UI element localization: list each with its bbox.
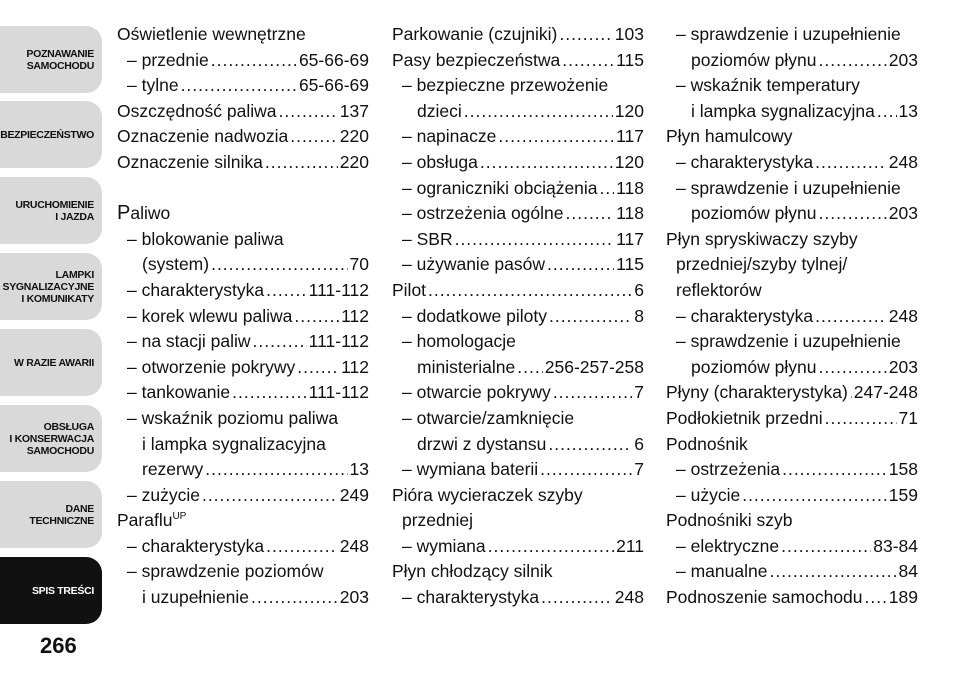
entry-text: poziomów płynu: [691, 356, 817, 377]
index-entry: [666, 585, 918, 611]
index-entry: [392, 176, 644, 202]
index-entry: [392, 124, 644, 150]
page-reference[interactable]: 211: [616, 535, 644, 556]
page-reference[interactable]: 117: [616, 228, 644, 249]
tab-uruchomienie-i-jazda[interactable]: URUCHOMIENIE I JAZDA: [0, 177, 102, 244]
dot-leader: [202, 483, 338, 509]
page-reference[interactable]: 7: [634, 382, 644, 403]
index-entry: [117, 329, 369, 355]
page-reference[interactable]: 256-257-258: [544, 356, 644, 377]
dot-leader: [818, 355, 886, 381]
tab-obsluga-i-konserwacja[interactable]: OBSŁUGA I KONSERWACJA SAMOCHODU: [0, 405, 102, 472]
entry-text: – użycie: [676, 484, 741, 505]
page-number: 266: [40, 633, 77, 658]
dot-leader: [547, 252, 614, 278]
page-reference[interactable]: 203: [339, 587, 369, 608]
index-column-3: [666, 22, 918, 611]
dot-leader: [181, 73, 297, 99]
index-entry: [117, 483, 369, 509]
page-reference[interactable]: 112: [341, 356, 369, 377]
page-reference[interactable]: 220: [339, 126, 369, 147]
dot-leader: [253, 329, 307, 355]
index-entry: [117, 48, 369, 74]
entry-text: – ograniczniki obciążenia: [402, 177, 598, 198]
page-reference[interactable]: 247-248: [853, 382, 918, 403]
index-entry: [666, 99, 918, 125]
index-entry: [392, 201, 644, 227]
dot-leader: [498, 124, 614, 150]
dot-leader: [769, 559, 896, 585]
entry-text: (system): [142, 254, 210, 275]
page-reference[interactable]: 203: [888, 356, 918, 377]
tab-lampki-sygnalizacyjne[interactable]: LAMPKI SYGNALIZACYJNE I KOMUNIKATY: [0, 253, 102, 320]
index-entry: [117, 304, 369, 330]
entry-text: Oznaczenie silnika: [117, 151, 263, 172]
index-entry: [392, 304, 644, 330]
page-reference[interactable]: 103: [614, 24, 644, 44]
index-entry: [117, 380, 369, 406]
page-reference[interactable]: 83-84: [873, 535, 918, 556]
page-reference[interactable]: 13: [349, 459, 369, 480]
entry-text: – tankowanie: [127, 382, 231, 403]
dot-leader: [294, 304, 339, 330]
page-reference[interactable]: 203: [888, 49, 918, 70]
index-entry: [117, 457, 369, 483]
dot-leader: [548, 432, 632, 458]
dot-leader: [782, 457, 887, 483]
index-entry: [392, 99, 644, 125]
dot-leader: [815, 150, 887, 176]
index-heading: i lampka sygnalizacyjna: [142, 433, 326, 454]
entry-text: – charakterystyka: [402, 587, 540, 608]
entry-text: – wymiana baterii: [402, 459, 539, 480]
tab-spis-tresci[interactable]: SPIS TREŚCI: [0, 557, 102, 624]
index-column-1: [117, 22, 369, 611]
entry-text: Pasy bezpieczeństwa: [392, 49, 561, 70]
dot-leader: [549, 304, 632, 330]
index-entry: [392, 48, 644, 74]
index-entry: [117, 124, 369, 150]
page-reference[interactable]: 117: [616, 126, 644, 147]
entry-text: – manualne: [676, 561, 768, 582]
index-entry: [117, 278, 369, 304]
index-heading: Płyn chłodzący silnik: [392, 561, 553, 582]
page-reference[interactable]: 248: [614, 587, 644, 608]
page-reference[interactable]: 159: [888, 484, 918, 505]
index-entry: [666, 48, 918, 74]
entry-text: – elektryczne: [676, 535, 780, 556]
index-entry: [392, 22, 644, 48]
entry-text: – charakterystyka: [127, 535, 265, 556]
index-heading: – otwarcie/zamknięcie: [402, 407, 575, 428]
tab-bezpieczenstwo[interactable]: BEZPIECZEŃSTWO: [0, 101, 102, 168]
index-entry: [392, 534, 644, 560]
index-entry: [666, 406, 918, 432]
dot-leader: [553, 380, 632, 406]
index-entry: [117, 99, 369, 125]
dot-leader: [464, 99, 613, 125]
entry-text: Podnoszenie samochodu: [666, 587, 863, 608]
dot-leader: [232, 380, 307, 406]
entry-text: – otwarcie pokrywy: [402, 382, 551, 403]
entry-text: – ostrzeżenia: [676, 459, 781, 480]
index-entry: [666, 559, 918, 585]
index-heading: – wskaźnik temperatury: [676, 75, 860, 96]
dot-leader: [290, 124, 338, 150]
index-entry: [666, 483, 918, 509]
entry-text: – charakterystyka: [676, 305, 814, 326]
index-entry: [117, 150, 369, 176]
superscript: UP: [172, 511, 187, 523]
index-entry: [392, 457, 644, 483]
index-heading: – sprawdzenie poziomów: [127, 561, 324, 582]
dot-leader: [517, 355, 543, 381]
index-heading: Podnośnik: [666, 433, 748, 454]
index-column-2: [392, 22, 644, 611]
entry-text: drzwi z dystansu: [417, 433, 547, 454]
page-reference[interactable]: 70: [349, 254, 369, 275]
index-heading: przedniej: [402, 510, 474, 531]
page-reference[interactable]: 118: [616, 203, 644, 224]
section-letter: P: [117, 202, 131, 225]
dot-leader: [211, 252, 347, 278]
entry-text: i lampka sygnalizacyjna: [691, 100, 875, 121]
entry-text: – zużycie: [127, 484, 200, 505]
index-entry: [392, 278, 644, 304]
dot-leader: [455, 227, 615, 253]
dot-leader: [877, 99, 897, 125]
page-reference[interactable]: 111-112: [308, 382, 369, 403]
page-reference[interactable]: 249: [339, 484, 369, 505]
entry-text: poziomów płynu: [691, 49, 817, 70]
entry-text: Parkowanie (czujniki): [392, 24, 558, 44]
entry-text: Oznaczenie nadwozia: [117, 126, 289, 147]
index-entry: [117, 355, 369, 381]
index-heading: – homologacje: [402, 331, 516, 352]
dot-leader: [480, 150, 613, 176]
entry-text: – na stacji paliw: [127, 331, 251, 352]
index-heading: reflektorów: [676, 279, 762, 300]
entry-text: – używanie pasów: [402, 254, 545, 275]
index-entry: [392, 150, 644, 176]
page-reference[interactable]: 112: [341, 305, 369, 326]
page-reference[interactable]: 115: [616, 49, 644, 70]
index-heading: Oświetlenie wewnętrzne: [117, 24, 306, 44]
page-reference[interactable]: 203: [888, 203, 918, 224]
page-reference[interactable]: 118: [616, 177, 644, 198]
heading-text: aliwo: [130, 203, 171, 224]
page-reference[interactable]: 65-66-69: [298, 49, 369, 70]
entry-text: Oszczędność paliwa: [117, 100, 277, 121]
page-reference[interactable]: 6: [634, 279, 644, 300]
index-heading: – sprawdzenie i uzupełnienie: [676, 24, 901, 44]
entry-text: – wymiana: [402, 535, 486, 556]
entry-text: – charakterystyka: [676, 151, 814, 172]
dot-leader: [266, 534, 338, 560]
tab-dane-techniczne[interactable]: DANE TECHNICZNE: [0, 481, 102, 548]
dot-leader: [211, 48, 297, 74]
entry-text: ministerialne: [417, 356, 516, 377]
page-reference[interactable]: 120: [614, 100, 644, 121]
index-entry: [666, 355, 918, 381]
index-entry: [666, 457, 918, 483]
index-heading: przedniej/szyby tylnej/: [676, 254, 848, 275]
dot-leader: [566, 201, 615, 227]
entry-text: i uzupełnienie: [142, 587, 250, 608]
index-entry: [666, 380, 918, 406]
dot-leader: [540, 457, 632, 483]
entry-text: Podłokietnik przedni: [666, 407, 823, 428]
index-entry: [392, 252, 644, 278]
dot-leader: [265, 150, 338, 176]
index-heading: – blokowanie paliwa: [127, 228, 284, 249]
page-reference[interactable]: 115: [616, 254, 644, 275]
dot-leader: [600, 176, 615, 202]
entry-text: – przednie: [127, 49, 209, 70]
entry-text: – korek wlewu paliwa: [127, 305, 293, 326]
entry-text: – charakterystyka: [127, 279, 265, 300]
index-entry: [392, 585, 644, 611]
page-reference[interactable]: 120: [614, 151, 644, 172]
index-heading: – sprawdzenie i uzupełnienie: [676, 331, 901, 352]
entry-text: – ostrzeżenia ogólne: [402, 203, 564, 224]
dot-leader: [818, 48, 886, 74]
page-reference[interactable]: 8: [634, 305, 644, 326]
entry-text: – dodatkowe piloty: [402, 305, 547, 326]
index-entry: [117, 252, 369, 278]
entry-text: dzieci: [417, 100, 462, 121]
dot-leader: [541, 585, 613, 611]
dot-leader: [266, 278, 307, 304]
index-entry: [392, 380, 644, 406]
dot-leader: [850, 380, 852, 406]
index-heading: Podnośniki szyb: [666, 510, 793, 531]
entry-text: Płyny (charakterystyka): [666, 382, 848, 403]
dot-leader: [428, 278, 632, 304]
page-reference[interactable]: 111-112: [308, 331, 369, 352]
entry-text: rezerwy: [142, 459, 204, 480]
entry-text: – otworzenie pokrywy: [127, 356, 296, 377]
dot-leader: [297, 355, 339, 381]
dot-leader: [742, 483, 887, 509]
page-reference[interactable]: 111-112: [308, 279, 369, 300]
page-reference[interactable]: 248: [888, 151, 918, 172]
page-reference[interactable]: 65-66-69: [298, 75, 369, 96]
entry-text: – napinacze: [402, 126, 497, 147]
dot-leader: [205, 457, 347, 483]
dot-leader: [559, 22, 612, 48]
index-entry: [392, 432, 644, 458]
page-reference[interactable]: 13: [898, 100, 918, 121]
entry-text: Pilot: [392, 279, 427, 300]
dot-leader: [781, 534, 871, 560]
page-reference[interactable]: 189: [888, 587, 918, 608]
index-heading: – bezpieczne przewożenie: [402, 75, 609, 96]
entry-text: poziomów płynu: [691, 203, 817, 224]
index-entry: [392, 355, 644, 381]
page-reference[interactable]: 158: [888, 459, 918, 480]
dot-leader: [815, 304, 887, 330]
page-reference[interactable]: 7: [634, 459, 644, 480]
page-reference[interactable]: 6: [634, 433, 644, 454]
index-entry: [117, 585, 369, 611]
index-heading: [117, 508, 369, 534]
page-reference[interactable]: 137: [339, 100, 369, 121]
page-reference[interactable]: 84: [898, 561, 918, 582]
index-entry: [666, 201, 918, 227]
index-heading: Płyn spryskiwaczy szyby: [666, 228, 858, 249]
dot-leader: [865, 585, 887, 611]
index-entry: [392, 227, 644, 253]
index-entry: [666, 304, 918, 330]
page-reference[interactable]: 220: [339, 151, 369, 172]
dot-leader: [825, 406, 897, 432]
index-entry: [117, 534, 369, 560]
index-heading: Płyn hamulcowy: [666, 126, 793, 147]
entry-text: – obsługa: [402, 151, 478, 172]
page-reference[interactable]: 248: [888, 305, 918, 326]
entry-text: – tylne: [127, 75, 179, 96]
index-entry: [666, 534, 918, 560]
tab-w-razie-awarii[interactable]: W RAZIE AWARII: [0, 329, 102, 396]
dot-leader: [562, 48, 614, 74]
entry-text: – SBR: [402, 228, 453, 249]
section-gap: [117, 176, 369, 202]
index-entry: [666, 150, 918, 176]
dot-leader: [488, 534, 614, 560]
index-entry: [117, 73, 369, 99]
section-heading: [117, 201, 369, 227]
tab-poznawanie-samochodu[interactable]: POZNAWANIE SAMOCHODU: [0, 26, 102, 93]
index-heading: – wskaźnik poziomu paliwa: [127, 407, 339, 428]
dot-leader: [818, 201, 886, 227]
page-reference[interactable]: 71: [898, 407, 918, 428]
index-heading: Pióra wycieraczek szyby: [392, 484, 583, 505]
page-reference[interactable]: 248: [339, 535, 369, 556]
dot-leader: [251, 585, 338, 611]
index-heading: – sprawdzenie i uzupełnienie: [676, 177, 901, 198]
dot-leader: [279, 99, 338, 125]
heading-text: Paraflu: [117, 510, 173, 531]
